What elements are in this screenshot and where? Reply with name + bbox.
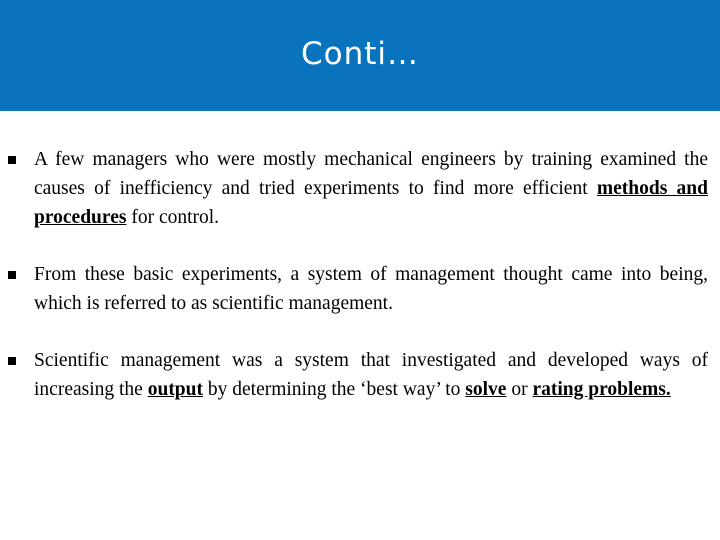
- bullet-text: by determining the ‘best way’ to: [203, 379, 466, 400]
- title-bar: [0, 0, 720, 111]
- emphasized-text: output: [147, 379, 203, 400]
- bullet-item: [0, 346, 720, 404]
- bullet-item: [0, 260, 720, 318]
- bullet-text: From these basic experiments, a system of management thought came into being, which is referred to as scientific management.: [34, 264, 708, 314]
- bullet-text: or: [506, 379, 533, 400]
- square-bullet-icon: [8, 271, 16, 279]
- bullet-text: Scientific management was a system that investigated and developed ways of increasing the: [34, 350, 708, 400]
- square-bullet-icon: [8, 357, 16, 365]
- slide-title: Conti…: [300, 36, 420, 72]
- emphasized-text: rating problems.: [532, 379, 671, 400]
- bullet-text: for control.: [126, 207, 220, 228]
- bullet-text: A few managers who were mostly mechanical engineers by training examined the causes of inefficiency and tried experiments to find more efficient: [34, 149, 708, 199]
- emphasized-text: solve: [465, 379, 507, 400]
- emphasized-text: methods and procedures: [34, 178, 708, 228]
- bullet-list: [0, 145, 720, 432]
- square-bullet-icon: [8, 156, 16, 164]
- bullet-item: [0, 145, 720, 232]
